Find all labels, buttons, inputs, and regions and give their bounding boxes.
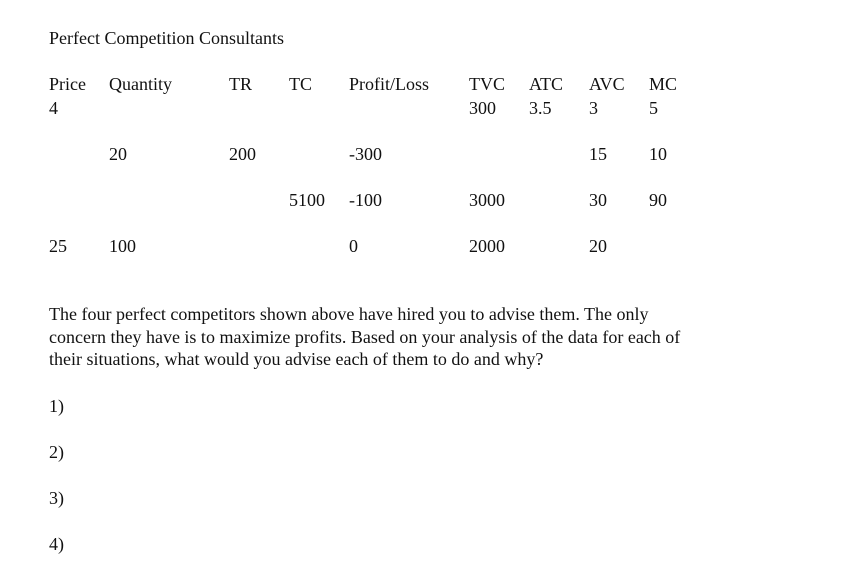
cell-atc: 3.5	[529, 98, 552, 118]
header-price: Price	[49, 74, 86, 94]
cell-avc: 20	[589, 236, 607, 256]
question-paragraph	[49, 303, 789, 371]
cell-mc: 5	[649, 98, 658, 118]
paragraph-line: concern they have is to maximize profits. Based on your analysis of the data for each of	[49, 326, 681, 347]
cell-mc: 90	[649, 190, 667, 210]
header-profit-loss: Profit/Loss	[349, 74, 430, 94]
answer-item-2: 2)	[49, 442, 64, 462]
paragraph-line: The four perfect competitors shown above have hired you to advise them. The only	[49, 304, 649, 324]
answer-item-1: 1)	[49, 396, 64, 416]
header-tr: TR	[229, 74, 253, 94]
cell-profit-loss: 0	[349, 236, 358, 256]
cell-tr: 200	[229, 144, 256, 164]
header-quantity: Quantity	[109, 74, 172, 94]
header-atc: ATC	[529, 74, 564, 94]
cell-quantity: 100	[109, 236, 136, 256]
cell-profit-loss: -100	[349, 190, 382, 210]
paragraph-line: their situations, what would you advise each of them to do and why?	[49, 349, 544, 369]
answer-item-4: 4)	[49, 534, 64, 554]
document-title: Perfect Competition Consultants	[49, 28, 284, 48]
cell-price: 25	[49, 236, 67, 256]
cell-quantity: 20	[109, 144, 127, 164]
cell-tvc: 2000	[469, 236, 505, 256]
cell-price: 4	[49, 98, 58, 118]
header-tc: TC	[289, 74, 313, 94]
cell-avc: 3	[589, 98, 598, 118]
answer-item-3: 3)	[49, 488, 64, 508]
header-tvc: TVC	[469, 74, 505, 94]
cell-tvc: 3000	[469, 190, 505, 210]
cell-tvc: 300	[469, 98, 496, 118]
cell-tc: 5100	[289, 190, 325, 210]
cell-avc: 30	[589, 190, 607, 210]
cell-mc: 10	[649, 144, 667, 164]
cell-avc: 15	[589, 144, 607, 164]
header-avc: AVC	[589, 74, 625, 94]
cell-profit-loss: -300	[349, 144, 382, 164]
header-mc: MC	[649, 74, 678, 94]
